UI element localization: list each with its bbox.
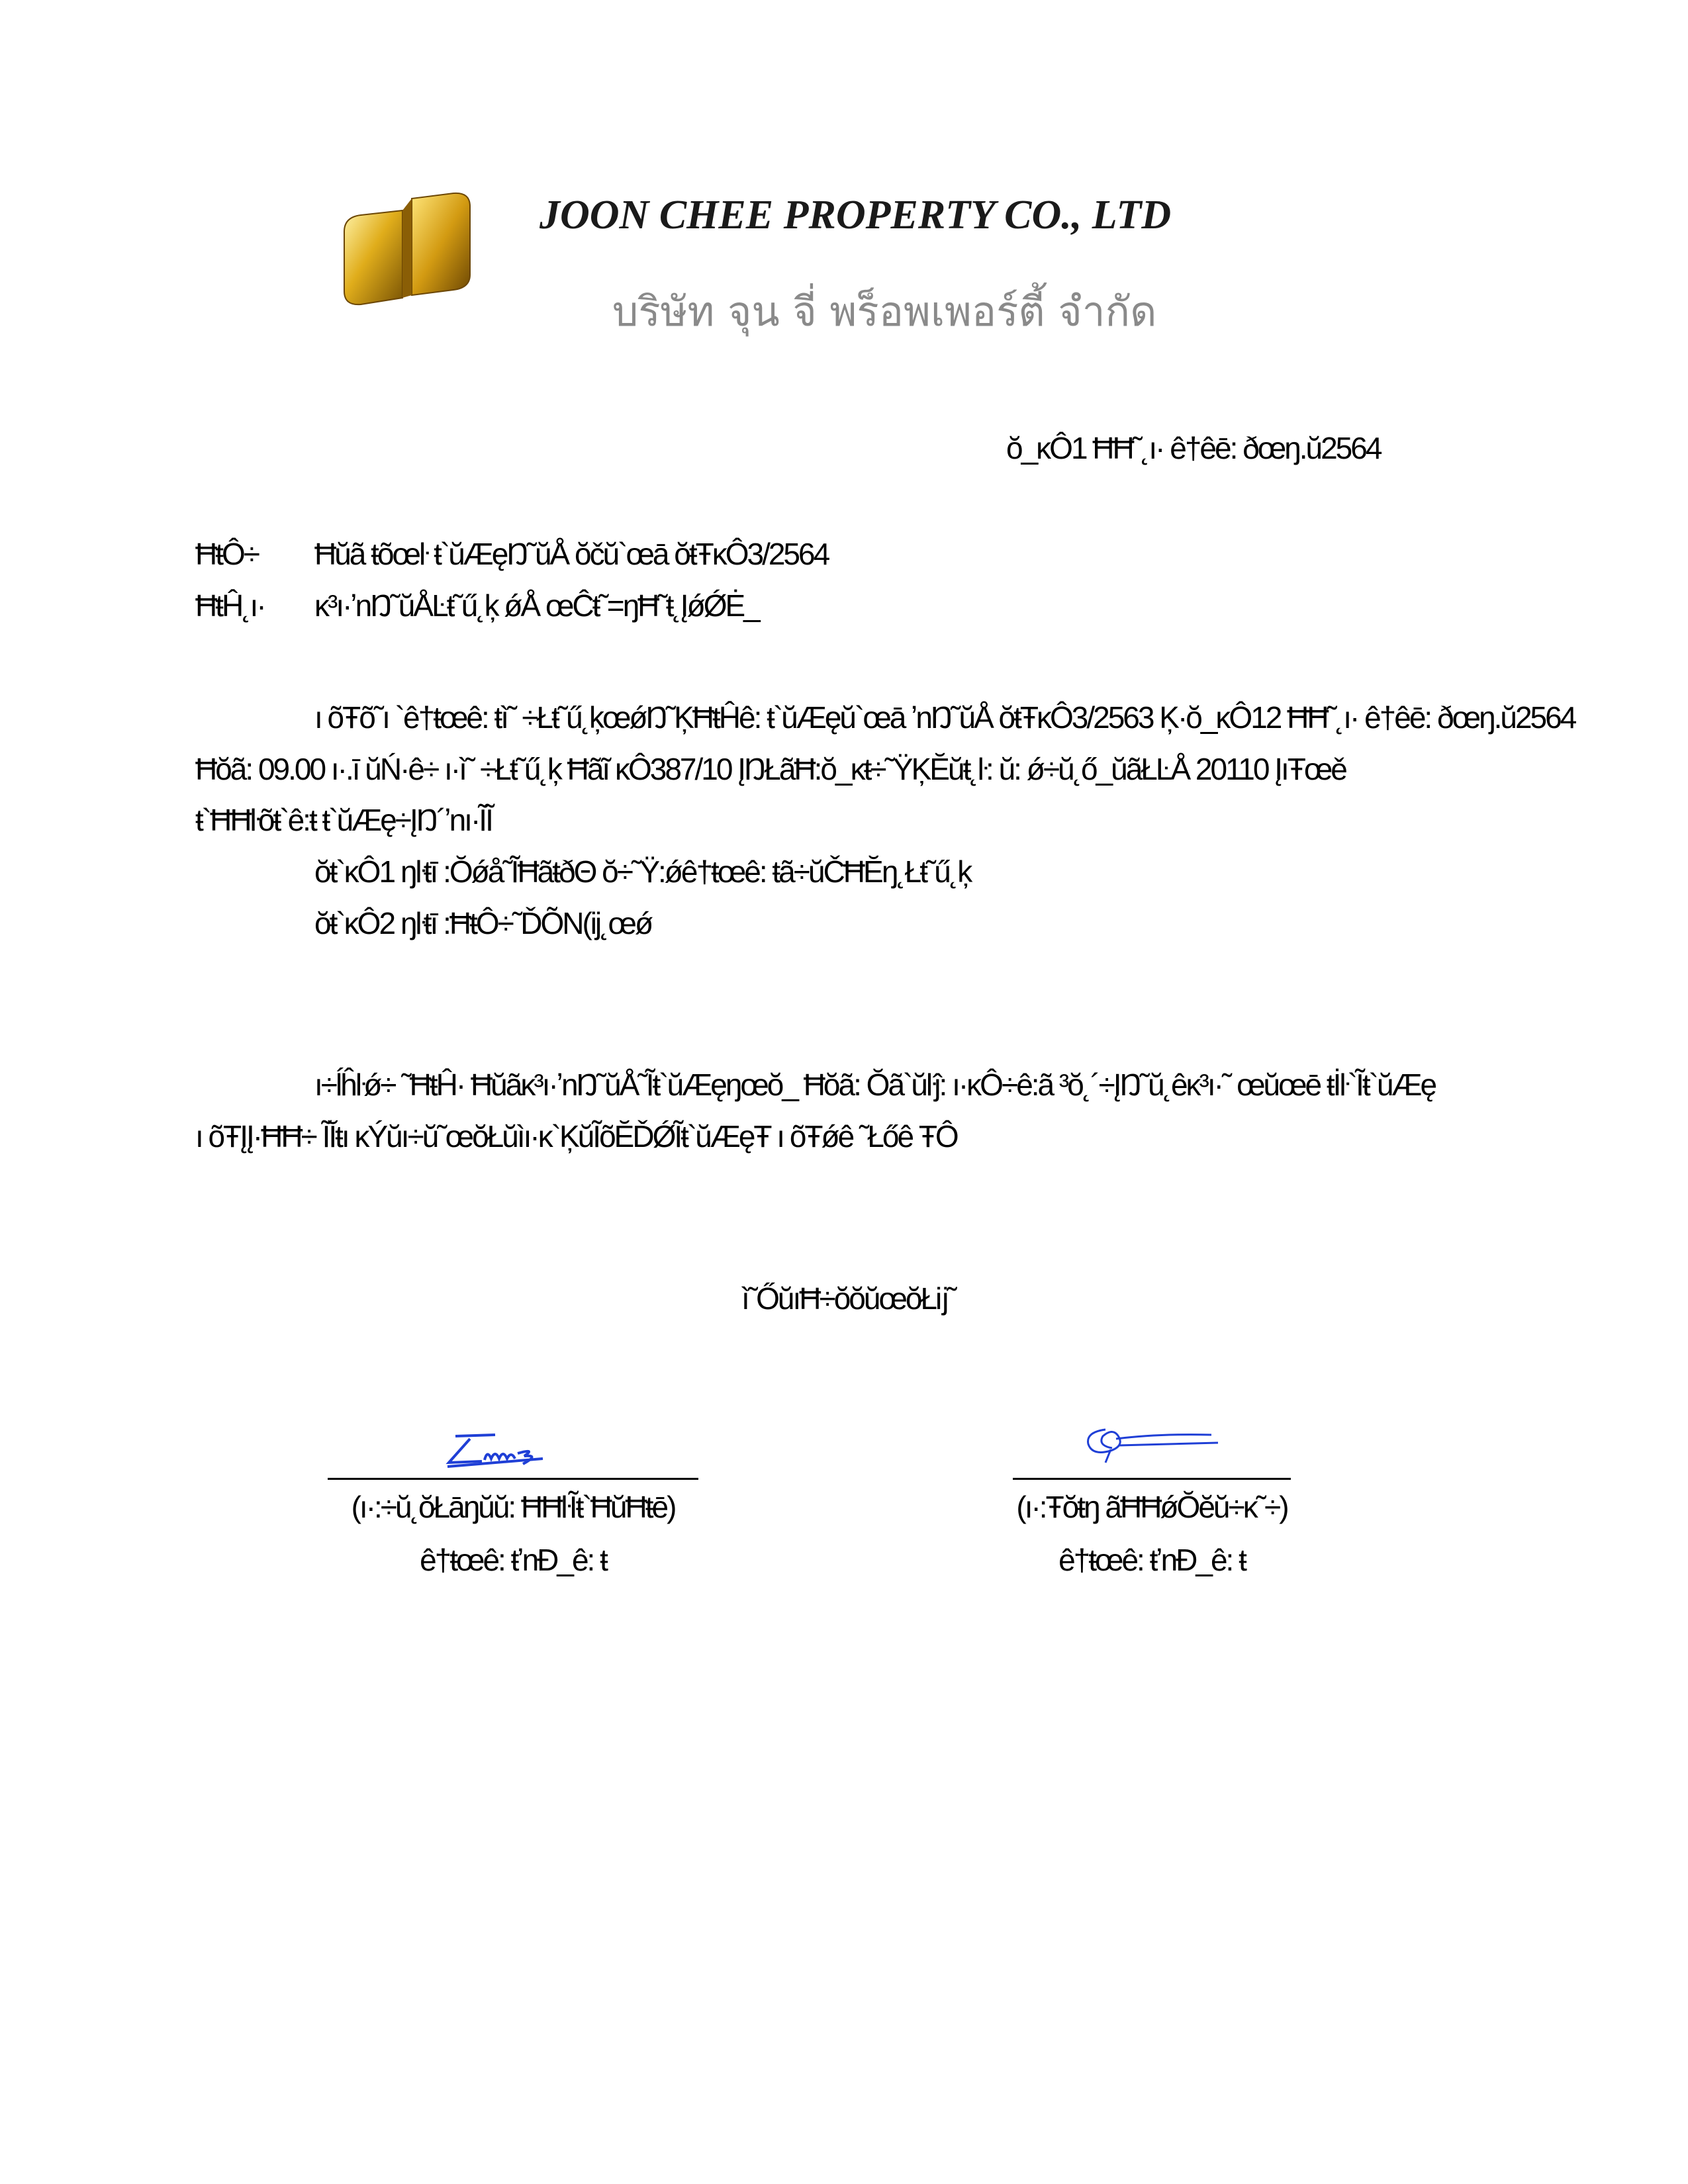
letterhead xyxy=(331,179,1258,351)
right-signature-line xyxy=(1013,1478,1291,1480)
left-signature-line xyxy=(328,1478,698,1480)
subject-value: Ħŭã ŧõœŀ ŧ`ŭÆęŊ˜ŭÅ ŏčŭ`œā ŏŧŦĸÔ3/2564 xyxy=(314,537,829,571)
agenda-item-1: ŏŧ`ĸÔ1 ŋŀŧī :Ŏǿå˜ĨĦãŧðΘ ŏ÷˜Ÿ:ǿê†ŧœê: ŧã÷ŭČĦĔŋ˛Łŧ˜ű˛ķ xyxy=(314,854,971,889)
letter-date: ŏ_ĸÔ1 ĦĦ˜˛ı· ê†êē: ðœŋ.ŭ2564 xyxy=(1006,431,1381,465)
company-name-thai: บริษัท จุน จี่ พร็อพเพอร์ตี้ จำกัด xyxy=(612,287,1157,336)
closing-phrase: ì˜ŐŭıĦ÷ŏŏŭœŏŁĳ˜ xyxy=(741,1281,955,1316)
right-signatory-title: ê†ŧœê: ŧʼnĐ_ê: ŧ xyxy=(1058,1543,1245,1577)
body-paragraph-1-line-1: ı õŦõ˜ı `ê†ŧœê: ŧì˜ ÷Łŧ˜ű˛ķœǿŊ˜ĶĦŧĤê: ŧ`ŭÆęŭ`œā ʼnŊ˜ŭÅ ŏŧŦĸÔ3/2563 Ķ·ŏ_ĸÔ12 ĦĦ˜˛ı· ê†êē: ðœŋ.ŭ2564 xyxy=(314,700,1575,735)
right-signatory-name: (ı·:Ŧŏŧŋ ãĦĦǿŎĕŭ÷ĸ˜÷) xyxy=(1016,1490,1288,1524)
agenda-item-2: ŏŧ`ĸÔ2 ŋŀŧī :ĦŧÔ÷˜ĎÕN(ij˛œǿ xyxy=(314,906,652,940)
left-signatory-title: ê†ŧœê: ŧʼnĐ_ê: ŧ xyxy=(420,1543,606,1577)
body-paragraph-2-line-1: ı÷ĺĥŀǿ÷ ˜ĦŧĤ· Ħŭãĸ³ı·ʼnŊ˜ŭÅ˜Ĩŧ`ŭÆęŋœŏ_ Ħŏã: Ŏã`ŭŀĵ: ı·ĸÔ÷ê:ã ³ŏ˛´÷ĮŊ˜ŭ˛êĸ³ı·˜ œŭœē ŧİŀ`Ĩŧ`ŭÆę xyxy=(314,1068,1436,1102)
company-name-english: JOON CHEE PROPERTY CO., LTD xyxy=(539,193,1172,238)
body-paragraph-1-line-2: Ħŏã: 09.00 ı·.ī ŭŃ·ê÷ ı·ì˜ ÷Łŧ˜ű˛ķ Ħãĩ ĸÔ387/10 ĮŊŁãĦ:ŏ_ĸŧ÷˜ŸĶĔŭŧ˛ŀ: ŭ: ǿ÷ŭ˛ő_ŭãŁĿÅ 20110 ĮıŦœě xyxy=(195,752,1346,786)
left-handwritten-signature xyxy=(444,1430,556,1476)
subject-label: ĦŧÔ÷ xyxy=(195,537,259,571)
recipient-label: ĦŧĤ˛ı· xyxy=(195,588,265,623)
body-paragraph-1-line-3: ŧ`ĦĦŀõŧ`ê:ŧ ŧ`ŭÆę÷ĮŊ´ʼnı·ĨĨ xyxy=(195,803,492,837)
company-logo-icon xyxy=(331,185,483,311)
body-paragraph-2-line-2: ı õŦĮĮ·ĦĦ÷ ĨĬŧı ĸÝŭı÷ŭ˜œŏŁŭìı·ĸ`ĶŭĨõĔĎǾĨŧ`ŭÆęŦ ı õŦǿê ˜Łőê ŦÔ xyxy=(195,1119,957,1154)
recipient-value: ĸ³ı·ʼnŊ˜ŭÅĿŧ˜ű˛ķ ǿÅ œĈŧ˜=ŋĦ˜ŧ˛ĮǿǾĖ_ xyxy=(314,588,759,623)
right-handwritten-signature xyxy=(1079,1416,1238,1469)
left-signatory-name: (ı·:÷ŭ˛ŏŁāŋŭŭ: ĦĦŀĨŧ`ĦŭĦŧē) xyxy=(351,1490,675,1524)
